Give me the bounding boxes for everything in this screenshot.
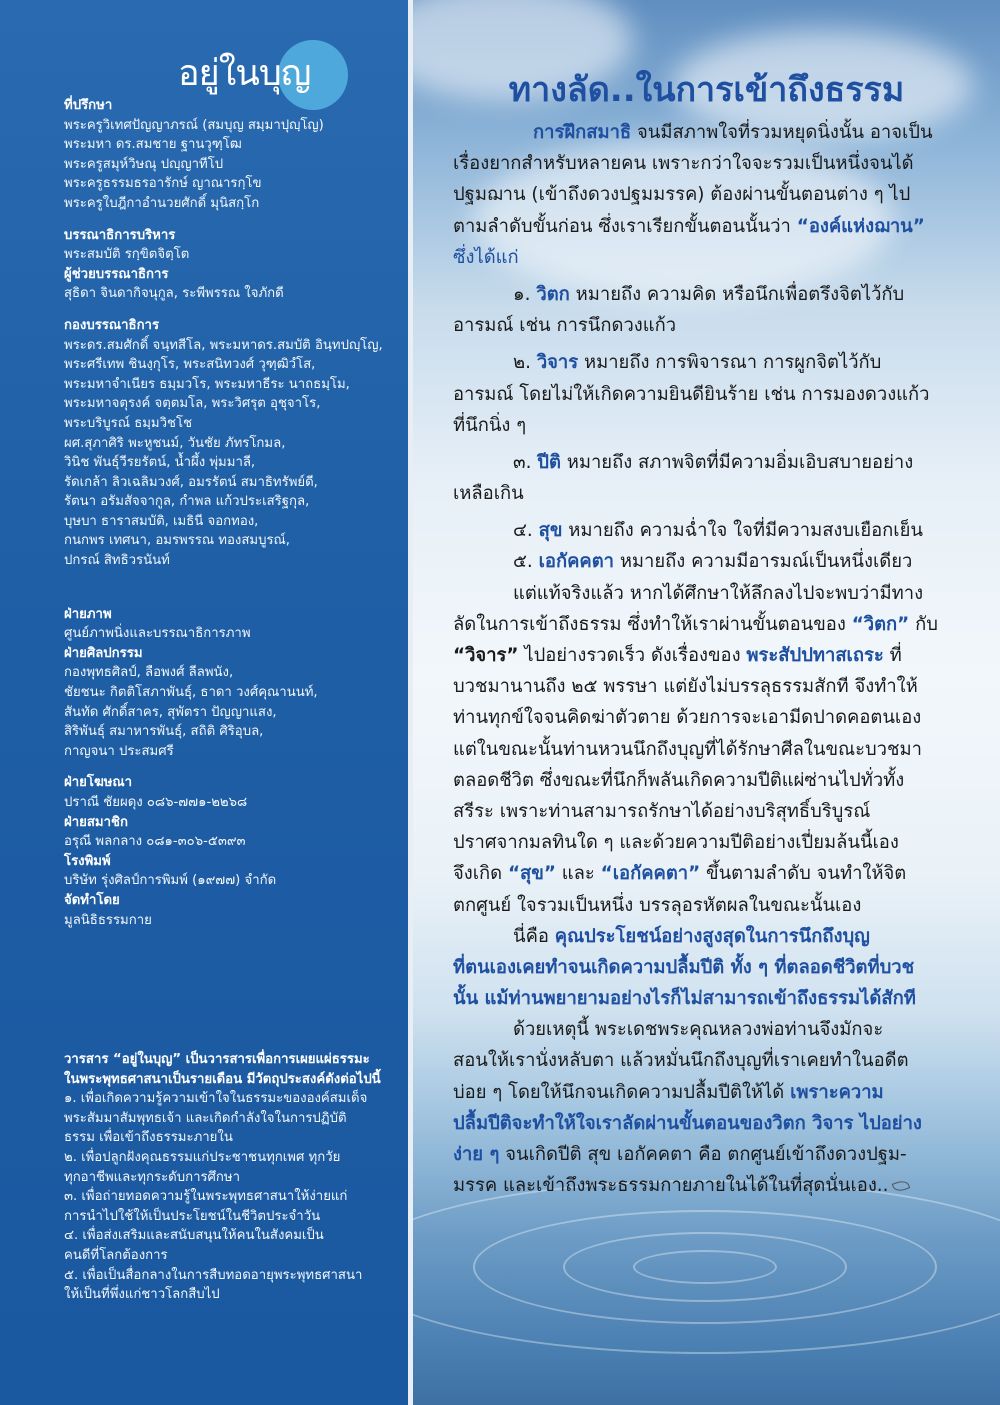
article-line: [453, 1170, 963, 1201]
highlighted-text: นั้น แม้ท่านพยายามอย่างไรก็ไม่สามารถเข้าถึงธรรมได้สักที: [453, 988, 916, 1010]
credit-line: กาญจนา ประสมศรี: [64, 743, 174, 759]
mission-line: ธรรม เพื่อเข้าถึงธรรมะภายใน: [64, 1130, 233, 1146]
credit-line: พระดร.สมศักดิ์ จนฺทสีโล, พระมหาดร.สมบัติ อินฺทปญฺโญ,: [64, 337, 383, 353]
body-text: ที่: [883, 645, 902, 666]
highlighted-text: การฝึกสมาธิ: [533, 122, 632, 143]
article-line: [453, 347, 963, 378]
article-line: [453, 1108, 963, 1139]
credits-sidebar: [0, 0, 408, 1405]
credit-line: กนกพร เทศนา, อมรพรรณ ทองสมบูรณ์,: [64, 533, 290, 549]
body-text: ลัดในการเข้าถึงธรรม ซึ่งทำให้เราผ่านขั้นตอนของ: [453, 613, 852, 635]
article-line: [453, 211, 963, 242]
credit-line: พระครูใบฎีกาอำนวยศักดิ์ มุนิสกฺโก: [64, 195, 260, 211]
credit-section: [64, 265, 400, 304]
article-line: [453, 1139, 963, 1170]
body-text: ๑.: [513, 283, 537, 305]
credit-line: พระศรีเทพ ชินงฺกุโร, พระสนิทวงศ์ วุฑฺฒิวํโส,: [64, 357, 316, 373]
credit-heading: โรงพิมพ์: [64, 853, 111, 869]
mission-line: ให้เป็นที่พึ่งแก่ชาวโลกสืบไป: [64, 1287, 220, 1303]
logo-text: อยู่ในบุญ: [178, 53, 311, 94]
article-line: [453, 578, 963, 609]
credit-line: พระครูวิเทศปัญญาภรณ์ (สมบุญ สมฺมาปุญฺโญ): [64, 117, 324, 133]
credit-heading: ฝ่ายสมาชิก: [64, 814, 128, 830]
credit-heading: จัดทำโดย: [64, 892, 120, 908]
magazine-mission: [64, 1050, 400, 1305]
article-line: [453, 858, 963, 889]
mission-line: คนดีที่โลกต้องการ: [64, 1247, 168, 1263]
mission-line: ในพระพุทธศาสนาเป็นรายเดือน มีวัตถุประสงค์ดังต่อไปนี้: [64, 1071, 381, 1087]
credit-line: ผศ.สุภาศิริ พะหูชนม์, วันชัย ภัทรโกมล,: [64, 435, 286, 451]
highlighted-text: ที่ตนเองเคยทำจนเกิดความปลื้มปีติ ทั้ง ๆ ที่ตลอดชีวิตที่บวช: [453, 956, 915, 978]
credit-section: [64, 813, 400, 852]
body-text: เหลือเกิน: [453, 483, 524, 505]
credit-section: [64, 226, 400, 265]
highlighted-text: “สุข”: [507, 863, 556, 885]
credit-section: [64, 773, 400, 812]
body-text: ๕.: [513, 551, 539, 573]
body-text: ตกศูนย์ ใจรวมเป็นหนึ่ง บรรลุอรหัตผลในขณะนั้นเอง: [453, 894, 862, 916]
body-text: สรีระ เพราะท่านสามารถรักษาได้อย่างบริสุทธิ์บริบูรณ์: [453, 800, 871, 822]
article-line: [453, 640, 963, 671]
highlighted-text: ปลื้มปีติจะทำให้ใจเราลัดผ่านขั้นตอนของวิตก วิจาร ไปอย่าง: [453, 1112, 922, 1134]
credit-line: ปกรณ์ สิทธิวรนันท์: [64, 553, 170, 569]
credit-section: [64, 644, 400, 762]
body-text: สอนให้เรานั่งหลับตา แล้วหมั่นนึกถึงบุญที่เราเคยทำในอดีต: [453, 1050, 909, 1072]
highlighted-text: วิจาร: [536, 352, 579, 374]
mission-line: การนำไปใช้ให้เป็นประโยชน์ในชีวิตประจำวัน: [64, 1208, 321, 1224]
article-line: [453, 1045, 963, 1076]
credit-line: สุธิดา จินดากิจนุกูล, ระพีพรรณ ใจภักดี: [64, 286, 284, 302]
body-text: “วิจาร”: [453, 645, 519, 666]
credit-line: กองพุทธศิลป์, ลือพงศ์ ลีลพนัง,: [64, 665, 234, 681]
highlighted-text: “วิตก”: [851, 613, 910, 635]
credit-heading: ที่ปรึกษา: [64, 98, 113, 113]
credit-line: บริษัท รุ่งศิลป์การพิมพ์ (๑๙๗๗) จำกัด: [64, 873, 277, 889]
article-line: [453, 609, 963, 640]
credit-section: [64, 852, 400, 891]
article-panel: [413, 0, 1000, 1405]
article-line: [453, 921, 963, 952]
credit-line: พระมหา ดร.สมชาย ฐานวุฑฺโฒ: [64, 137, 242, 153]
credit-heading: บรรณาธิการบริหาร: [64, 227, 176, 243]
credit-line: พระครูสมุห์วิษณุ ปญฺญาทีโป: [64, 156, 224, 172]
highlighted-text: เอกัคคตา: [538, 551, 614, 573]
body-text: ๔.: [513, 520, 539, 542]
highlighted-text: วิตก: [536, 283, 570, 305]
credit-line: อรุณี พลกลาง ๐๘๑-๓๐๖-๕๓๙๓: [64, 834, 246, 850]
article-line: [453, 671, 963, 702]
article-line: [453, 179, 963, 210]
body-text: จึงเกิด: [453, 863, 508, 885]
credit-line: พระมหาจำเนียร ธมฺมวโร, พระมหาธีระ นาถธมฺโม,: [64, 376, 350, 392]
highlighted-text: “เอกัคคตา”: [600, 863, 701, 885]
article-title: ทางลัด..ในการเข้าถึงธรรม: [508, 70, 905, 110]
credit-line: สันทัด ศักดิ์สาคร, สุพัตรา ปัญญาแสง,: [64, 704, 277, 720]
credit-heading: ผู้ช่วยบรรณาธิการ: [64, 266, 169, 282]
body-text: ตามลำดับขั้นก่อน ซึ่งเราเรียกขั้นตอนนั้นว่า: [453, 215, 797, 237]
body-text: หมายถึง ความฉ่ำใจ ใจที่มีความสงบเยือกเย็น: [562, 520, 923, 542]
body-text: อารมณ์ เช่น การนึกดวงแก้ว: [453, 315, 677, 337]
body-text: ที่นึกนิ่ง ๆ: [453, 414, 527, 436]
end-leaf-icon: [891, 1179, 909, 1194]
article-line: [453, 279, 963, 310]
credit-line: ศูนย์ภาพนิ่งและบรรณาธิการภาพ: [64, 626, 251, 642]
body-text: หมายถึง สภาพจิตที่มีความอิ่มเอิบสบายอย่าง: [560, 451, 914, 473]
mission-line: ๓. เพื่อถ่ายทอดความรู้ในพระพุทธศาสนาให้ง่ายแก่: [64, 1189, 348, 1205]
body-text: มรรค และเข้าถึงพระธรรมกายภายในได้ในที่สุดนั่นเอง..: [453, 1175, 889, 1197]
body-text: บ่อย ๆ โดยให้นึกจนเกิดความปลื้มปีติให้ได้: [453, 1081, 791, 1103]
body-text: เรื่องยากสำหรับหลายคน เพราะกว่าใจจะรวมเป็นหนึ่งจนได้: [453, 153, 914, 175]
article-line: [453, 1077, 963, 1108]
credit-line: มูลนิธิธรรมกาย: [64, 912, 152, 928]
article-line: [453, 379, 963, 410]
highlighted-text: พระสัปปทาสเถระ: [746, 645, 884, 666]
mission-line: ๑. เพื่อเกิดความรู้ความเข้าใจในธรรมะขององค์สมเด็จ: [64, 1091, 368, 1107]
article-line: [453, 827, 963, 858]
article-line: [453, 1014, 963, 1045]
article-line: [453, 765, 963, 796]
article-line: [453, 242, 963, 273]
credit-section: [64, 605, 400, 644]
body-text: ตลอดชีวิต ซึ่งขณะที่นึกก็พลันเกิดความปีติแผ่ซ่านไปทั่วทั้ง: [453, 769, 905, 791]
article-line: [453, 148, 963, 179]
body-text: บวชมานานถึง ๒๕ พรรษา แต่ยังไม่บรรลุธรรมสักที จึงทำให้: [453, 676, 918, 698]
body-text: และ: [555, 863, 601, 885]
credit-heading: ฝ่ายภาพ: [64, 606, 112, 622]
mission-line: วารสาร “อยู่ในบุญ” เป็นวารสารเพื่อการเผยแผ่ธรรมะ: [64, 1052, 370, 1067]
credit-line: พระครูธรรมธรอารักษ์ ญาณารกฺโข: [64, 176, 262, 192]
body-text: จนเกิดปีติ สุข เอกัคคตา คือ ตกศูนย์เข้าถึงดวงปฐม-: [499, 1144, 907, 1165]
body-text: แต่แท้จริงแล้ว หากได้ศึกษาให้ลึกลงไปจะพบว่ามีทาง: [513, 582, 924, 604]
article-line: [453, 478, 963, 509]
article-line: [453, 546, 963, 577]
mission-line: ๔. เพื่อส่งเสริมและสนับสนุนให้คนในสังคมเป็น: [64, 1228, 324, 1244]
article-line: [453, 447, 963, 478]
credit-line: พระมหาจตุรงค์ จตฺตมโล, พระวิศรุต อุชุจาโร,: [64, 396, 321, 412]
credit-line: ชัยชนะ กิตติโสภาพันธุ์, ธาดา วงศ์คุณานนท์,: [64, 685, 318, 701]
credit-line: ปราณี ชัยผดุง ๐๘๖-๗๗๑-๒๒๖๘: [64, 795, 248, 810]
water-ripple: [413, 1180, 1000, 1354]
highlighted-text: สุข: [538, 520, 563, 542]
credit-heading: กองบรรณาธิการ: [64, 317, 160, 333]
credit-line: รัดเกล้า ลิวเฉลิมวงศ์, อมรรัตน์ สมาธิทรัพย์ดี,: [64, 474, 318, 490]
body-text: แต่ในขณะนั้นท่านหวนนึกถึงบุญที่ได้รักษาศีลในขณะบวชมา: [453, 738, 922, 760]
body-text: ท่านทุกข์ใจจนคิดฆ่าตัวตาย ด้วยการจะเอามีดปาดคอตนเอง: [453, 707, 922, 729]
body-text: ๓.: [513, 451, 538, 473]
credit-line: สิริพันธุ์ สมาหารพันธุ์, สถิติ ศิริอุบล,: [64, 724, 264, 740]
body-text: ไปอย่างรวดเร็ว ดังเรื่องของ: [518, 645, 747, 666]
body-text: อารมณ์ โดยไม่ให้เกิดความยินดียินร้าย เช่น การมองดวงแก้ว: [453, 383, 930, 405]
credit-section: [64, 316, 400, 571]
body-text: หมายถึง ความคิด หรือนึกเพื่อตรึงจิตไว้กับ: [569, 283, 905, 305]
highlighted-text: ง่าย ๆ: [453, 1144, 500, 1165]
credit-heading: ฝ่ายโฆษณา: [64, 775, 133, 791]
highlighted-text: “องค์แห่งฌาน”: [796, 215, 925, 237]
article-line: [453, 310, 963, 341]
credit-section: [64, 891, 400, 930]
article-line: [453, 952, 963, 983]
credit-line: พระสมบัติ รกฺขิตจิตฺโต: [64, 247, 190, 263]
body-text: ๒.: [513, 352, 537, 374]
credit-line: รัตนา อรัมสัจจากูล, กำพล แก้วประเสริฐกุล,: [64, 494, 310, 510]
highlighted-text: คุณประโยชน์อย่างสูงสุดในการนึกถึงบุญ: [554, 925, 870, 947]
credit-line: บุษบา ธาราสมบัติ, เมธินี จอกทอง,: [64, 513, 259, 529]
mission-line: ๒. เพื่อปลูกฝังคุณธรรมแก่ประชาชนทุกเพศ ทุกวัย: [64, 1149, 341, 1165]
body-text: ขึ้นตามลำดับ จนทำให้จิต: [700, 863, 907, 885]
article-line: [453, 515, 963, 546]
article-line: [453, 117, 963, 148]
staff-credits: [64, 96, 400, 942]
mission-line: ๕. เพื่อเป็นสื่อกลางในการสืบทอดอายุพระพุทธศาสนา: [64, 1267, 363, 1283]
body-text: นี่คือ: [513, 925, 555, 947]
body-text: หมายถึง ความมีอารมณ์เป็นหนึ่งเดียว: [613, 551, 913, 573]
body-text: จนมีสภาพใจที่รวมหยุดนิ่งนั้น อาจเป็น: [631, 122, 933, 143]
credit-line: วินิช พันธุ์วีรยรัตน์, น้ำผึ้ง พุ่มมาลี,: [64, 455, 256, 471]
article-line: [453, 890, 963, 921]
body-text: กับ: [909, 613, 938, 635]
body-text: ปฐมฌาน (เข้าถึงดวงปฐมมรรค) ต้องผ่านขั้นตอนต่าง ๆ ไป: [453, 184, 911, 206]
article-line: [453, 702, 963, 733]
mission-line: พระสัมมาสัมพุทธเจ้า และเกิดกำลังใจในการปฏิบัติ: [64, 1110, 347, 1126]
article-line: [453, 734, 963, 765]
body-text: ซึ่งได้แก่: [453, 246, 519, 268]
body-text: ปราศจากมลทินใด ๆ และด้วยความปีติอย่างเปี่ยมล้นนี้เอง: [453, 832, 899, 854]
credit-line: พระบริบูรณ์ ธมฺมวิชโช: [64, 415, 193, 431]
article-line: [453, 410, 963, 441]
article-body: [453, 117, 963, 1201]
highlighted-text: เพราะความ: [790, 1081, 884, 1103]
highlighted-text: ปีติ: [537, 451, 561, 473]
mission-line: ทุกอาชีพและทุกระดับการศึกษา: [64, 1169, 241, 1185]
credit-section: [64, 96, 400, 214]
body-text: ด้วยเหตุนี้ พระเดชพระคุณหลวงพ่อท่านจึงมักจะ: [513, 1019, 884, 1041]
article-line: [453, 796, 963, 827]
article-line: [453, 983, 963, 1014]
credit-heading: ฝ่ายศิลปกรรม: [64, 645, 143, 661]
body-text: หมายถึง การพิจารณา การผูกจิตไว้กับ: [578, 352, 882, 374]
